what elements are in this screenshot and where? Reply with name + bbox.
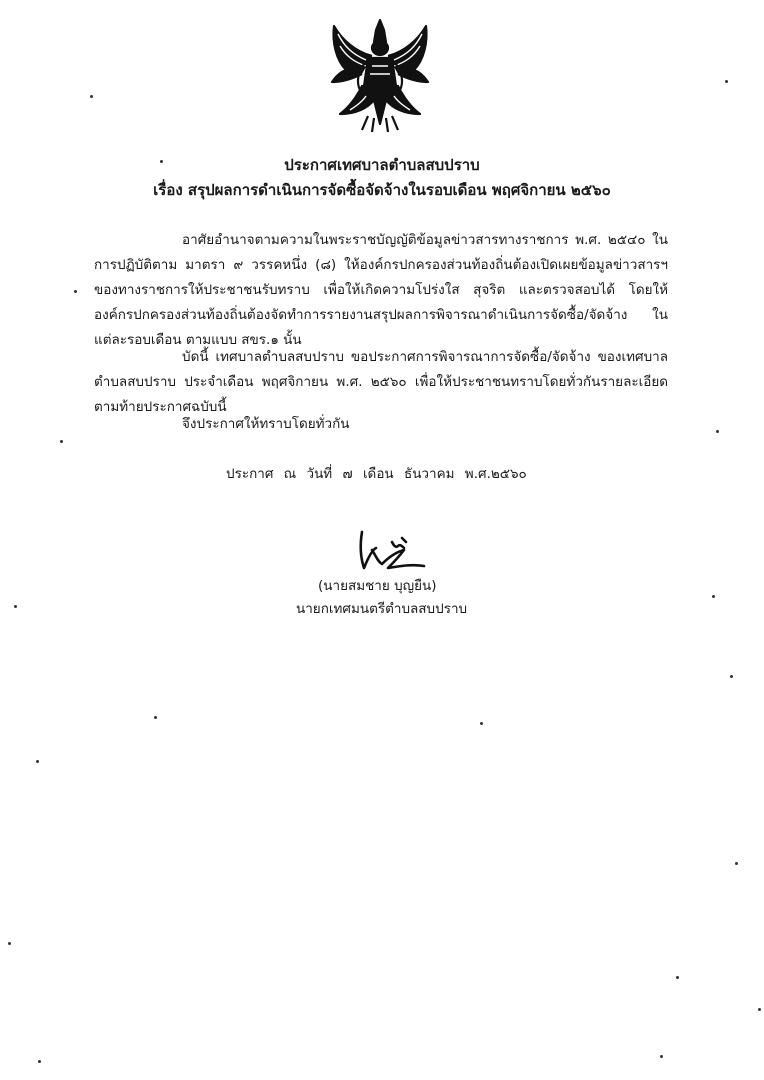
scan-speck — [38, 1060, 41, 1063]
signatory-position: นายกเทศมนตรีตำบลสบปราบ — [296, 601, 468, 617]
body-paragraph-1: อาศัยอำนาจตามความในพระราชบัญญัติข้อมูลข่าวสารทางราชการ พ.ศ. ๒๕๔๐ ในการปฏิบัติตาม มาตรา ๙ วรรคหนึ่ง (๘) ให้องค์กรปกครองส่วนท้องถิ่นต้องเปิดเผยข้อมูลข่าวสารฯ ของทางราชการให้ประชาชนรับทราบ เพื่อให้เกิดความโปร่งใส สุจริต และตรวจสอบได้ โดยให้องค์กรปกครองส่วนท้องถิ่นต้องจัดทำการรายงานสรุปผลการพิจารณาดำเนินการจัดซื้อ/จัดจ้าง ในแต่ละรอบเดือน ตามแบบ สขร.๑ นั้น — [94, 232, 668, 348]
scan-speck — [716, 430, 719, 433]
signature-icon — [352, 528, 432, 574]
scan-speck — [154, 716, 157, 719]
announcement-date: ประกาศ ณ วันที่ ๗ เดือน ธันวาคม พ.ศ.๒๕๖๐ — [226, 466, 527, 482]
scan-speck — [730, 675, 733, 678]
document-subject: เรื่อง สรุปผลการดำเนินการจัดซื้อจัดจ้างในรอบเดือน พฤศจิกายน ๒๕๖๐ — [153, 181, 611, 199]
scan-speck — [160, 160, 163, 163]
scan-speck — [60, 440, 63, 443]
document-title: ประกาศเทศบาลตำบลสบปราบ — [284, 156, 480, 174]
garuda-emblem-icon — [326, 16, 434, 134]
scan-speck — [36, 760, 39, 763]
scan-speck — [758, 1008, 761, 1011]
body-paragraph-2: บัดนี้ เทศบาลตำบลสบปราบ ขอประกาศการพิจารณาการจัดซื้อ/จัดจ้าง ของเทศบาลตำบลสบปราบ ประจำเดือน พฤศจิกายน พ.ศ. ๒๕๖๐ เพื่อให้ประชาชนทราบโดยทั่วกันรายละเอียดตามท้ายประกาศฉบับนี้ — [94, 349, 668, 415]
scan-speck — [8, 942, 11, 945]
scan-speck — [90, 95, 93, 98]
scan-speck — [725, 80, 728, 83]
scan-speck — [712, 595, 715, 598]
body-paragraph-3: จึงประกาศให้ทราบโดยทั่วกัน — [182, 416, 350, 432]
scan-speck — [676, 976, 679, 979]
signatory-name: (นายสมชาย บุญยืน) — [318, 578, 437, 594]
scan-speck — [74, 290, 77, 293]
scan-speck — [14, 605, 17, 608]
scan-speck — [480, 722, 483, 725]
scan-speck — [660, 1055, 663, 1058]
scan-speck — [735, 862, 738, 865]
